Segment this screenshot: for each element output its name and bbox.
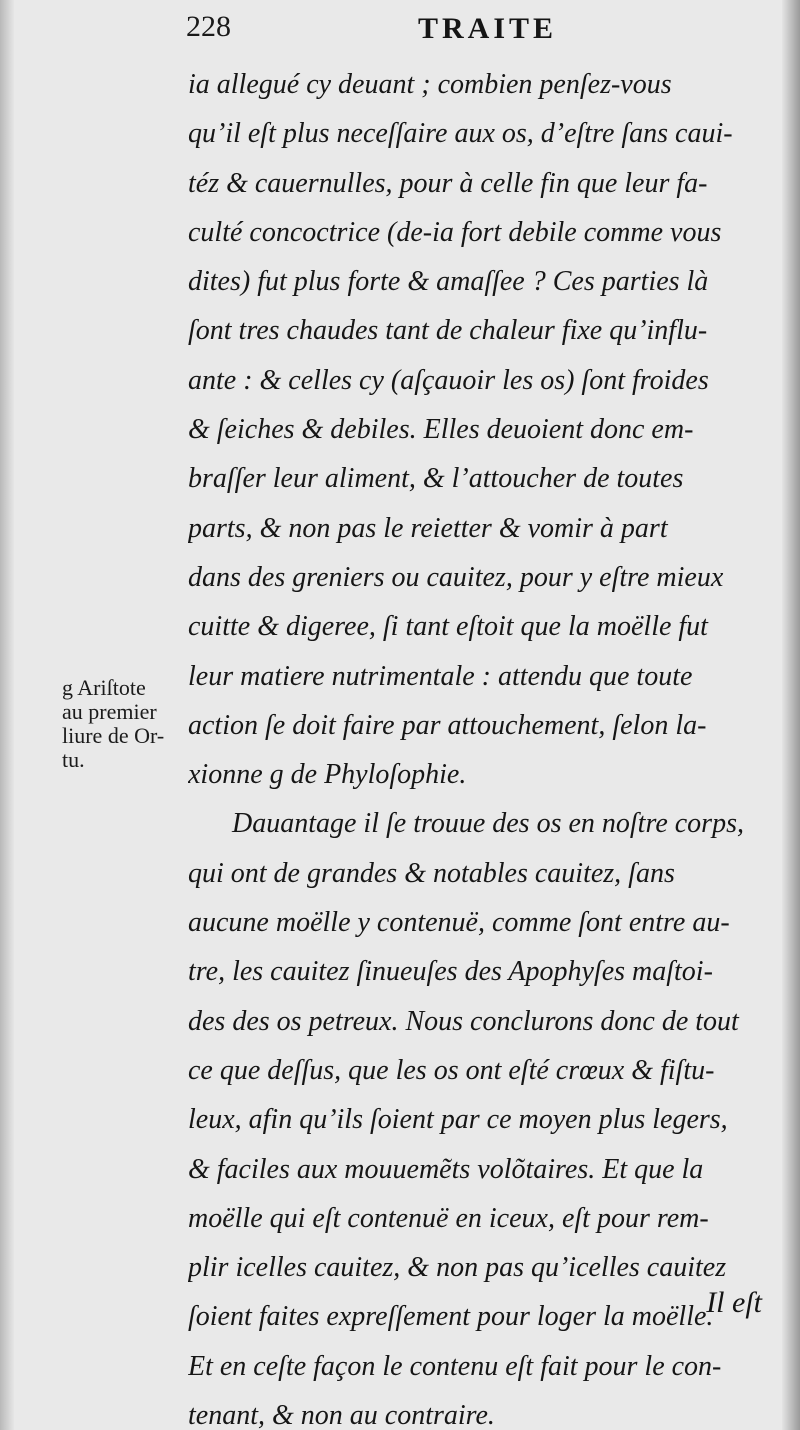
text-line: cuitte & digeree, ſi tant eſtoit que la moëlle fut bbox=[188, 611, 708, 643]
text-line: moëlle qui eſt contenuë en iceux, eſt pour rem- bbox=[188, 1202, 709, 1234]
body-text bbox=[188, 60, 770, 1430]
text-line: qu’il eſt plus neceſſaire aux os, d’eſtre ſans caui- bbox=[188, 118, 733, 150]
text-line: ia allegué cy deuant ; combien penſez-vous bbox=[188, 69, 672, 100]
text-line: qui ont de grandes & notables cauitez, ſans bbox=[188, 857, 675, 889]
text-line: ce que deſſus, que les os ont eſté crœux & fiſtu- bbox=[188, 1054, 715, 1086]
text-line: & ſeiches & debiles. Elles deuoient donc em- bbox=[188, 414, 694, 446]
text-line: ante : & celles cy (aſçauoir les os) ſont froides bbox=[188, 364, 709, 396]
text-line: culté concoctrice (de-ia fort debile comme vous bbox=[188, 216, 722, 248]
margin-note-line: tu. bbox=[62, 747, 85, 772]
margin-note-line: liure de Or- bbox=[62, 723, 165, 748]
catchword: Il eſt bbox=[706, 1286, 762, 1319]
text-line: parts, & non pas le reietter & vomir à part bbox=[188, 512, 668, 544]
page-header bbox=[186, 10, 770, 50]
text-line: dites) fut plus forte & amaſſee ? Ces parties là bbox=[188, 266, 709, 298]
text-line: des des os petreux. Nous conclurons donc de tout bbox=[188, 1005, 739, 1037]
text-line: Et en ceſte façon le contenu eſt fait pour le con- bbox=[188, 1350, 722, 1382]
page-left-edge bbox=[0, 0, 14, 1430]
running-title: TRAITE bbox=[418, 12, 558, 45]
text-line: & faciles aux mouuemẽts volõtaires. Et que la bbox=[188, 1153, 704, 1185]
text-line: dans des greniers ou cauitez, pour y eſtre mieux bbox=[188, 561, 724, 593]
text-line: leur matiere nutrimentale : attendu que toute bbox=[188, 660, 693, 692]
text-line: ſont tres chaudes tant de chaleur fixe qu’influ- bbox=[188, 315, 708, 347]
text-line: téz & cauernulles, pour à celle fin que leur fa- bbox=[188, 167, 708, 199]
page-number: 228 bbox=[186, 10, 231, 43]
margin-note bbox=[62, 676, 186, 772]
text-line: tre, les cauitez ſinueuſes des Apophyſes maſtoi- bbox=[188, 956, 713, 988]
text-line: Dauantage il ſe trouue des os en noſtre corps, bbox=[232, 808, 744, 840]
text-line: plir icelles cauitez, & non pas qu’icelles cauitez bbox=[188, 1252, 727, 1284]
margin-note-line: au premier bbox=[62, 699, 157, 724]
margin-note-line: g Ariſtote bbox=[62, 675, 146, 700]
text-line: leux, afin qu’ils ſoient par ce moyen plus legers, bbox=[188, 1104, 728, 1136]
text-line: braſſer leur aliment, & l’attoucher de toutes bbox=[188, 463, 684, 495]
text-line: action ſe doit faire par attouchement, ſelon la- bbox=[188, 709, 707, 741]
text-line: xionne g de Phyloſophie. bbox=[188, 759, 467, 791]
page-right-edge bbox=[782, 0, 800, 1430]
text-line: tenant, & non au contraire. bbox=[188, 1400, 495, 1430]
text-line: aucune moëlle y contenuë, comme ſont entre au- bbox=[188, 907, 730, 939]
text-line: ſoient faites expreſſement pour loger la moëlle. bbox=[188, 1301, 714, 1333]
